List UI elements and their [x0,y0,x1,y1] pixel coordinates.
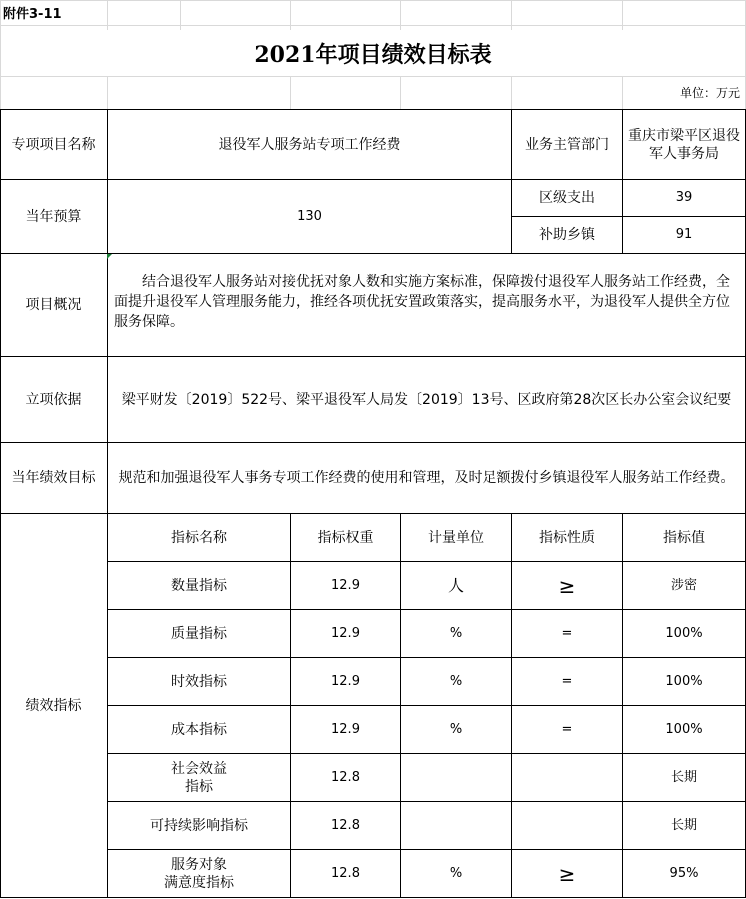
indicator-value: 100% [665,625,703,641]
district-label: 区级支出 [539,190,595,206]
indicator-value: 长期 [670,769,697,785]
indicator-value: 涉密 [670,577,697,593]
indicator-weight: 12.9 [331,625,360,641]
indicator-nature: = [561,625,573,641]
district-value: 39 [675,190,693,205]
page-title: 2021年项目绩效目标表 [254,41,492,68]
indicator-value: 长期 [670,817,697,833]
indicator-unit: % [449,673,463,689]
indicator-weight: 12.9 [331,673,360,689]
budget-total: 130 [297,208,322,224]
indicator-unit [401,754,511,801]
indicator-nature [512,754,622,801]
overview-text: 结合退役军人服务站对接优抚对象人数和实施方案标准，保障拨付退役军人服务站工作经费，全面提升退役军人管理服务能力，推经各项优抚安置政策落实，提高服务水平，为退役军人提供全方位服务保障。 [114,274,730,330]
project-name-value: 退役军人服务站专项工作经费 [218,136,401,153]
subsidy-value: 91 [675,227,693,242]
indicator-value: 100% [665,721,703,737]
indicator-name: 社会效益 指标 [171,760,227,795]
indicator-unit: % [449,721,463,737]
grid-line [107,76,108,109]
indicator-name: 数量指标 [171,577,227,594]
basis-text: 梁平财发〔2019〕522号、梁平退役军人局发〔2019〕13号、区政府第28次区长办公室会议纪要 [121,391,732,408]
indicator-value: 95% [669,865,699,881]
indicator-name: 成本指标 [171,721,227,738]
subsidy-label: 补助乡镇 [539,227,595,243]
indicator-unit: 人 [447,575,464,595]
header-indicator-weight: 指标权重 [317,529,374,546]
indicator-weight: 12.8 [331,865,360,881]
grid-line [400,76,401,109]
grid-line [400,0,401,30]
table-border [0,897,746,898]
basis-label: 立项依据 [25,391,82,408]
indicator-weight: 12.9 [331,577,360,593]
header-indicator-value: 指标值 [663,529,705,546]
dept-value: 重庆市梁平区退役军人事务局 [628,127,740,162]
grid-line [0,76,746,77]
header-indicator-name: 指标名称 [171,529,227,546]
indicator-nature: ≥ [558,861,576,886]
budget-label: 当年预算 [25,208,82,225]
goal-text: 规范和加强退役军人事务专项工作经费的使用和管理，及时足额拨付乡镇退役军人服务站工作经费。 [118,470,735,486]
grid-line [0,0,746,1]
annex-label: 附件3-11 [3,7,62,22]
indicator-name: 质量指标 [171,625,227,642]
grid-line [290,0,291,30]
header-indicator-nature: 指标性质 [539,529,595,546]
indicator-name: 时效指标 [171,673,227,690]
indicator-weight: 12.9 [331,721,360,737]
grid-line [0,25,746,26]
indicator-weight: 12.8 [331,769,360,785]
indicator-name: 服务对象 满意度指标 [164,856,234,891]
indicator-nature: = [561,673,573,689]
grid-line [290,76,291,109]
goal-label: 当年绩效目标 [11,470,96,486]
grid-line [180,0,181,30]
indicator-unit: % [449,865,463,881]
dept-label: 业务主管部门 [525,136,609,153]
grid-line [511,76,512,109]
indicator-weight: 12.8 [331,817,360,833]
header-indicator-unit: 计量单位 [428,529,484,546]
indicator-nature [512,802,622,849]
indicator-value: 100% [665,673,703,689]
indicator-name: 可持续影响指标 [150,817,248,834]
indicators-section-label: 绩效指标 [25,697,82,714]
indicator-nature: ≥ [558,573,576,598]
project-name-label: 专项项目名称 [11,136,96,153]
grid-line [511,0,512,30]
overview-label: 项目概况 [25,297,82,313]
indicator-nature: = [561,721,573,737]
unit-label: 单位：万元 [679,86,740,100]
grid-line [622,0,623,30]
grid-line [107,0,108,30]
indicator-unit: % [449,625,463,641]
indicator-unit [401,802,511,849]
